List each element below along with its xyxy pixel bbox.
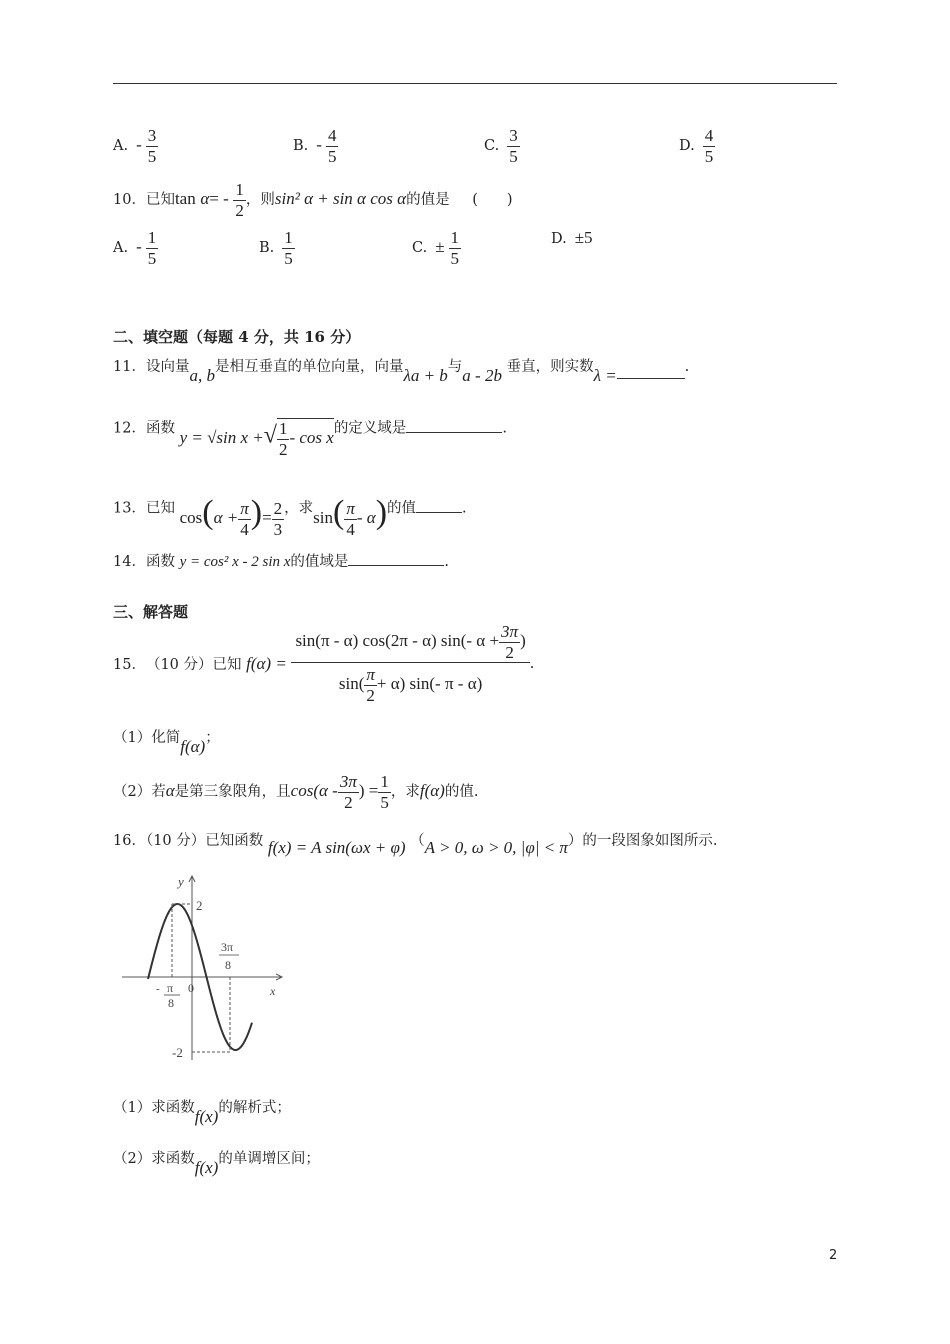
option-sign: ± (435, 237, 445, 257)
option-fraction (146, 228, 159, 268)
answer-blank (348, 565, 444, 566)
question-16: 16．（10 分）已知函数 f(x) = A sin(ωx + φ) （A > 0, ω > 0, |φ| < π）的一段图象如图所示. (113, 833, 718, 857)
answer-blank (416, 512, 462, 513)
question-16-part-2: （2）求函数f(x)的单调增区间； (113, 1151, 320, 1177)
option-letter: D. (679, 138, 695, 155)
answer-blank (617, 378, 685, 379)
question-15-part-1: （1）化简f(α)； (113, 730, 220, 756)
left-tick-den: 8 (168, 996, 174, 1010)
question-12: 12．函数 y = √sin x +√ $\frac{1}{2}$ - cos x的定义域是 . (113, 419, 507, 459)
header-rule (113, 83, 837, 84)
option-letter: C. (484, 138, 500, 155)
question-15-part-2: （2）若α是第三象限角，且cos(α - $\frac{3\pi}{2}$ ) = $\frac{1}{5}$ ，求f(α)的值. (113, 772, 479, 812)
option-a (113, 126, 158, 166)
question-14: 14．函数 y = cos² x - 2 sin x的值域是 . (113, 554, 450, 570)
question-13: 13．已知 cos(α + $\frac{\pi}{4}$ )= $\frac{2}{3}$ ，求sin( $\frac{\pi}{4}$ - α)的值 . (113, 494, 467, 539)
denominator: 5 (147, 146, 157, 166)
option-fraction (703, 126, 716, 166)
option-sign: - (136, 135, 142, 155)
question-15: 15．（10 分）已知 f(α) = sin(π - α) cos(2π - α) sin(- α + $\frac{3\pi}{2}$ ) sin( $\frac{\pi}{2}$ + α) sin(- π - α) . (113, 622, 535, 705)
y-axis-label: y (178, 874, 184, 889)
option-value: ±5 (574, 228, 593, 247)
numerator: 1 (450, 228, 460, 247)
denominator: 5 (147, 248, 157, 268)
origin-label: 0 (188, 981, 194, 995)
option-d (551, 228, 593, 248)
denominator: 5 (509, 146, 518, 166)
option-fraction (507, 126, 520, 166)
answer-blank (406, 432, 502, 433)
numerator: 1 (284, 228, 293, 247)
question-11: 11．设向量a, b是相互垂直的单位向量，向量λa + b与a - 2b 垂直，则实数λ = . (113, 359, 690, 385)
x-axis-label: x (270, 984, 276, 998)
option-fraction (146, 126, 159, 166)
denominator: 5 (450, 248, 460, 268)
section-fill-in-heading: 二、填空题（每题 4 分，共 16 分） (113, 328, 361, 346)
denominator: 5 (327, 146, 337, 166)
option-letter: A. (113, 240, 129, 257)
option-c (412, 228, 461, 268)
option-sign: - (136, 237, 142, 257)
option-fraction (282, 228, 295, 268)
left-tick-num: π (167, 981, 174, 995)
option-a (113, 228, 158, 268)
option-fraction (449, 228, 462, 268)
option-letter: C. (412, 240, 428, 257)
option-c (484, 126, 520, 166)
numerator: 3 (147, 126, 157, 145)
right-tick-den: 8 (225, 958, 231, 972)
option-letter: B. (259, 240, 275, 257)
option-fraction (326, 126, 339, 166)
numerator: 3 (509, 126, 518, 145)
option-b (259, 228, 295, 268)
question-16-part-1: （1）求函数f(x)的解析式； (113, 1100, 291, 1126)
numerator: 1 (147, 228, 157, 247)
left-tick-sign: - (156, 983, 160, 995)
option-letter: D. (551, 231, 567, 247)
option-sign: - (316, 135, 322, 155)
numerator: 4 (704, 126, 714, 145)
option-letter: A. (113, 138, 129, 155)
denominator: 5 (284, 248, 293, 268)
question-10: 10．已知tan α= - $\frac{1}{2}$ ，则sin² α + sin α cos α的值是 ( ) (113, 180, 513, 220)
denominator: 5 (704, 146, 714, 166)
numerator: 4 (327, 126, 337, 145)
page-number: 2 (829, 1248, 838, 1263)
option-letter: B. (293, 138, 309, 155)
max-label: 2 (196, 898, 203, 913)
option-b (293, 126, 338, 166)
min-label: -2 (172, 1045, 183, 1060)
right-tick-num: 3π (221, 940, 234, 954)
sine-graph-figure (112, 870, 292, 1070)
option-d (679, 126, 715, 166)
section-solve-heading: 三、解答题 (113, 603, 189, 621)
